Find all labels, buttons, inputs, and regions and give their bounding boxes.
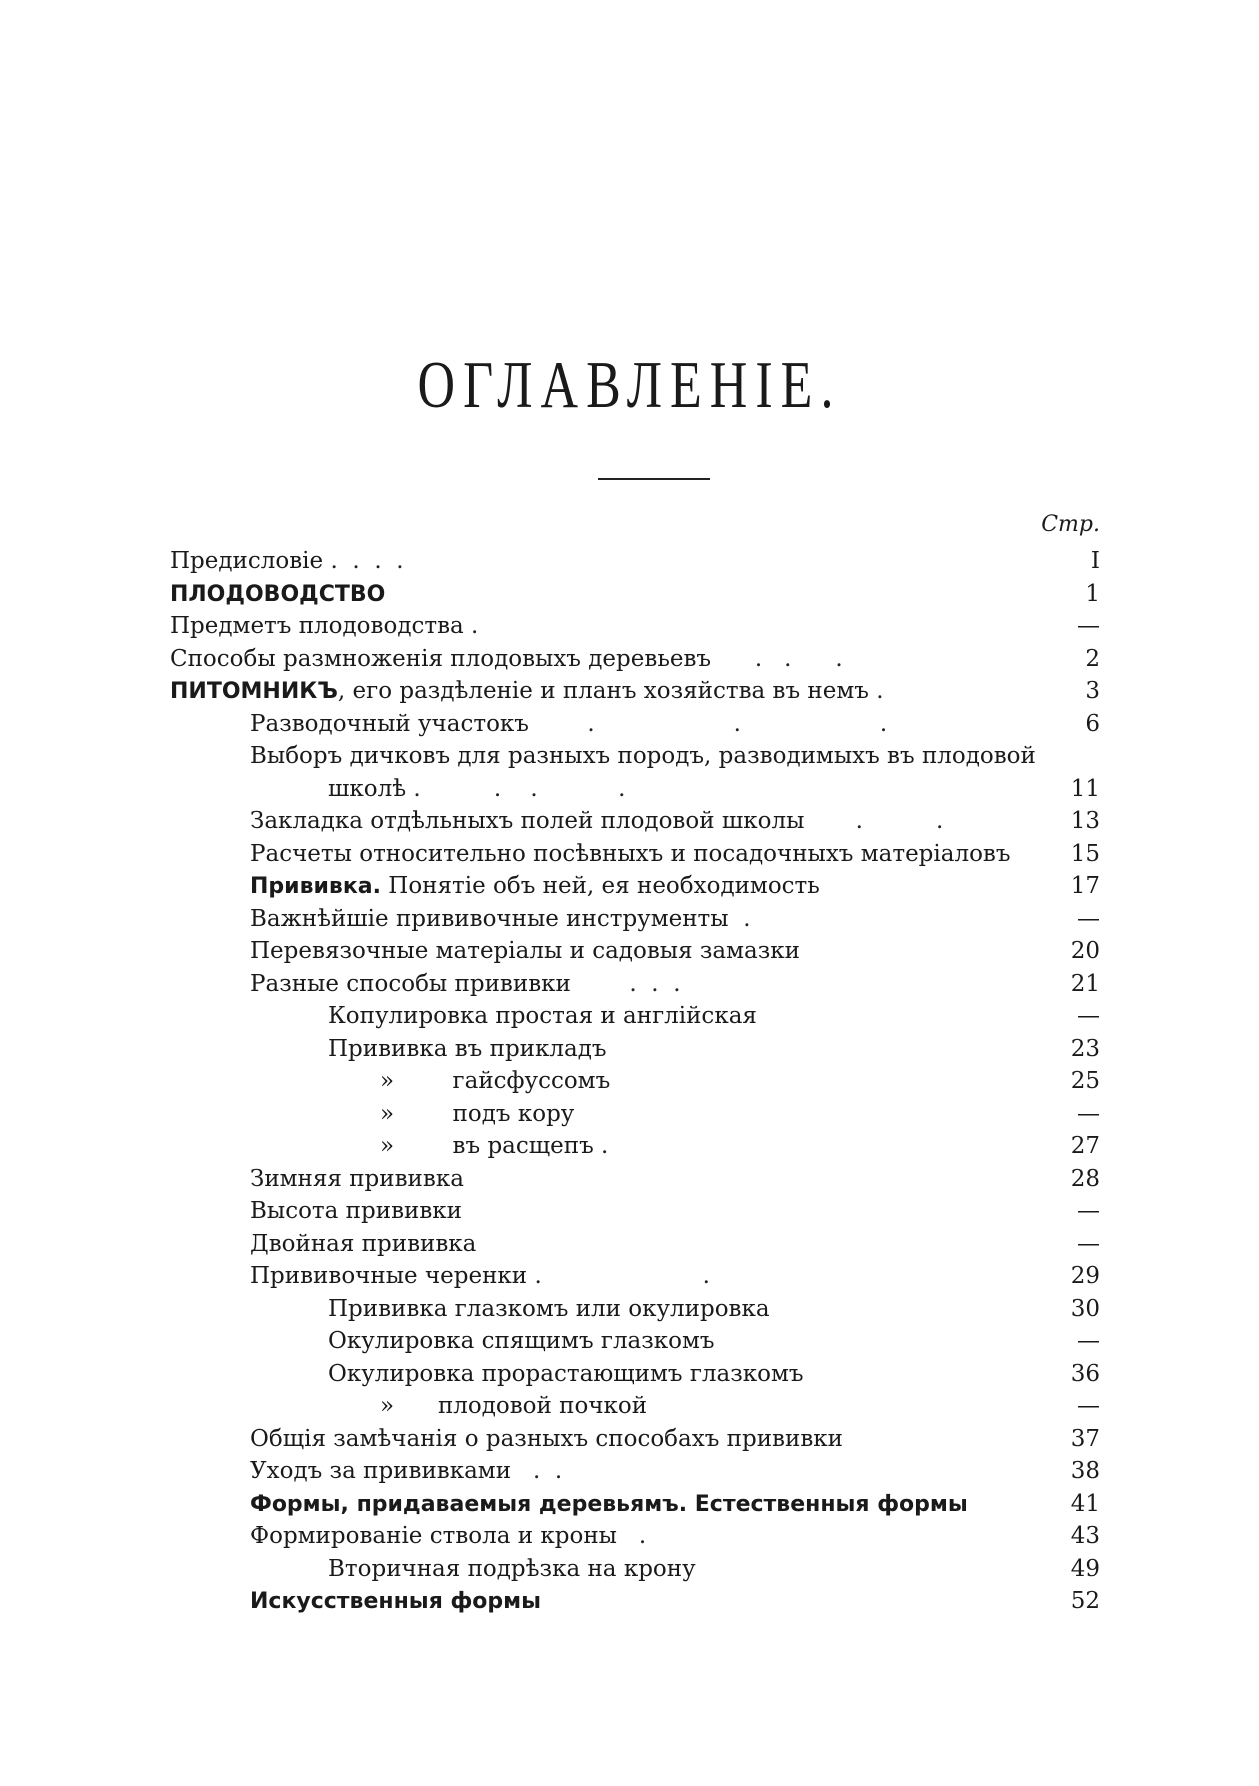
toc-page-number: 21 — [1070, 971, 1100, 997]
toc-leader-dots: . . . — [528, 711, 888, 737]
toc-leader-dots: . . — [527, 1263, 710, 1289]
toc-entry-label: » въ расщепъ — [380, 1133, 594, 1159]
toc-entry-label: Разводочный участокъ — [250, 711, 529, 737]
toc-entry — [170, 578, 385, 611]
toc-leader-dots: . — [868, 678, 884, 704]
toc-entry-label: Уходъ за прививками — [250, 1458, 512, 1484]
toc-entry-label: Вторичная подрѣзка на крону — [328, 1556, 696, 1582]
toc-page-number: 23 — [1070, 1036, 1100, 1062]
toc-entry — [250, 708, 887, 741]
toc-page-number: 20 — [1070, 938, 1100, 964]
toc-page-number: 11 — [1070, 776, 1100, 802]
toc-entry-label: Предметъ плодоводства — [170, 613, 464, 639]
toc-entry — [250, 1163, 464, 1196]
toc-leader-dots: . . . . — [323, 548, 404, 574]
toc-leader-dots: . — [616, 1523, 647, 1549]
toc-page-number: — — [1077, 1231, 1100, 1257]
toc-page-number: — — [1077, 1393, 1100, 1419]
toc-entry — [380, 1390, 647, 1423]
toc-entry-label: Формированіе ствола и кроны — [250, 1523, 617, 1549]
toc-entry — [250, 1260, 710, 1293]
toc-entry — [380, 1130, 608, 1163]
toc-entry-label: » плодовой почкой — [380, 1393, 648, 1419]
toc-page-number: — — [1077, 906, 1100, 932]
toc-leader-dots: . . . . — [406, 776, 626, 802]
toc-entry — [328, 1293, 770, 1326]
toc-entry-label: Прививка глазкомъ или окулировка — [328, 1296, 770, 1322]
toc-entry — [380, 1065, 610, 1098]
toc-entry — [250, 870, 820, 903]
toc-leader-dots: . . . — [570, 971, 681, 997]
toc-entry — [328, 1358, 804, 1391]
toc-page-number: 6 — [1085, 711, 1100, 737]
toc-entry — [250, 1520, 646, 1553]
toc-entry-label: Окулировка прорастающимъ глазкомъ — [328, 1361, 804, 1387]
toc-entry-label: Двойная прививка — [250, 1231, 477, 1257]
toc-entry-label: » подъ кору — [380, 1101, 575, 1127]
toc-page-number: 3 — [1085, 678, 1100, 704]
toc-entry — [170, 643, 843, 676]
page-title: ОГЛАВЛЕНІЕ. — [417, 349, 842, 423]
toc-entry — [250, 935, 800, 968]
toc-entry — [170, 675, 884, 708]
toc-entry — [250, 1488, 968, 1521]
toc-entry — [250, 1228, 476, 1261]
toc-leader-dots: . — [728, 906, 751, 932]
toc-page-number: 1 — [1085, 581, 1100, 607]
toc-page-number: 25 — [1070, 1068, 1100, 1094]
toc-leader-dots: . . — [511, 1458, 563, 1484]
toc-entry-label: Прививочные черенки — [250, 1263, 528, 1289]
toc-page-number: — — [1077, 1003, 1100, 1029]
toc-entry-label: Высота прививки — [250, 1198, 462, 1224]
toc-entry — [250, 1585, 541, 1618]
toc-entry-label: Прививка въ прикладъ — [328, 1036, 607, 1062]
toc-page-number: 27 — [1070, 1133, 1100, 1159]
toc-entry-label: Окулировка спящимъ глазкомъ — [328, 1328, 715, 1354]
toc-entry — [170, 610, 478, 643]
toc-page-number: 43 — [1070, 1523, 1100, 1549]
toc-entry — [328, 773, 625, 806]
toc-page-number: 36 — [1070, 1361, 1100, 1387]
toc-page-number: 49 — [1070, 1556, 1100, 1582]
toc-entry — [328, 1325, 715, 1358]
toc-entry-label: Расчеты относительно посѣвныхъ и посадочныхъ матеріаловъ — [250, 841, 1011, 867]
toc-entry-label: Общія замѣчанія о разныхъ способахъ прививки — [250, 1426, 843, 1452]
toc-entry-label: » гайсфуссомъ — [380, 1068, 611, 1094]
toc-entry-label: ПИТОМНИКЪ, его раздѣленіе и планъ хозяйства въ немъ — [170, 678, 869, 704]
toc-leader-dots: . . . — [711, 646, 843, 672]
toc-leader-dots: . — [593, 1133, 609, 1159]
toc-page-number: 13 — [1070, 808, 1100, 834]
toc-entry-label: Копулировка простая и англійская — [328, 1003, 757, 1029]
toc-entry — [380, 1098, 574, 1131]
toc-entry-label: Предисловіе — [170, 548, 324, 574]
toc-entry-label: Перевязочные матеріалы и садовыя замазки — [250, 938, 801, 964]
toc-entry — [250, 838, 1011, 871]
toc-entry-label: Искусственныя формы — [250, 1589, 542, 1614]
toc-entry-label: Зимняя прививка — [250, 1166, 464, 1192]
toc-entry — [250, 903, 751, 936]
toc-leader-dots: . — [463, 613, 479, 639]
toc-page-number: 29 — [1070, 1263, 1100, 1289]
toc-entry-label: Важнѣйшіе прививочные инструменты — [250, 906, 729, 932]
toc-page-number: 15 — [1070, 841, 1100, 867]
toc-page-number: 2 — [1085, 646, 1100, 672]
toc-entry-label: Прививка. Понятіе объ ней, ея необходимость — [250, 873, 820, 899]
toc-entry-label: Закладка отдѣльныхъ полей плодовой школы — [250, 808, 805, 834]
toc-page-number: 17 — [1070, 873, 1100, 899]
toc-entry — [250, 740, 1036, 773]
toc-entry-label: Выборъ дичковъ для разныхъ породъ, разводимыхъ въ плодовой — [250, 743, 1036, 769]
toc-page-number: — — [1077, 1101, 1100, 1127]
toc-page-number: 28 — [1070, 1166, 1100, 1192]
toc-page-number: I — [1090, 548, 1100, 574]
toc-page-number: 38 — [1070, 1458, 1100, 1484]
toc-page-number: 41 — [1070, 1491, 1100, 1517]
toc-entry-label: Формы, придаваемыя деревьямъ. Естественныя формы — [250, 1492, 968, 1517]
toc-entry-label: школѣ — [328, 776, 407, 802]
toc-page-number: — — [1077, 1328, 1100, 1354]
toc-entry-label: Разные способы прививки — [250, 971, 571, 997]
toc-page-number: — — [1077, 1198, 1100, 1224]
toc-entry-label: Способы размноженія плодовыхъ деревьевъ — [170, 646, 712, 672]
toc-entry — [250, 968, 681, 1001]
toc-entry — [170, 545, 404, 578]
toc-entry — [328, 1033, 607, 1066]
toc-entry — [250, 805, 943, 838]
toc-entry-label: ПЛОДОВОДСТВО — [170, 582, 386, 607]
toc-page-number: — — [1077, 613, 1100, 639]
toc-page-number: 30 — [1070, 1296, 1100, 1322]
toc-entry — [250, 1423, 843, 1456]
toc-entry — [250, 1455, 562, 1488]
toc-entry — [328, 1553, 696, 1586]
toc-page-number: 37 — [1070, 1426, 1100, 1452]
toc-entry — [250, 1195, 462, 1228]
toc-page-number: 52 — [1070, 1588, 1100, 1614]
toc-leader-dots: . . — [804, 808, 944, 834]
toc-entry — [328, 1000, 757, 1033]
pages-column-header: Стр. — [1041, 512, 1100, 537]
